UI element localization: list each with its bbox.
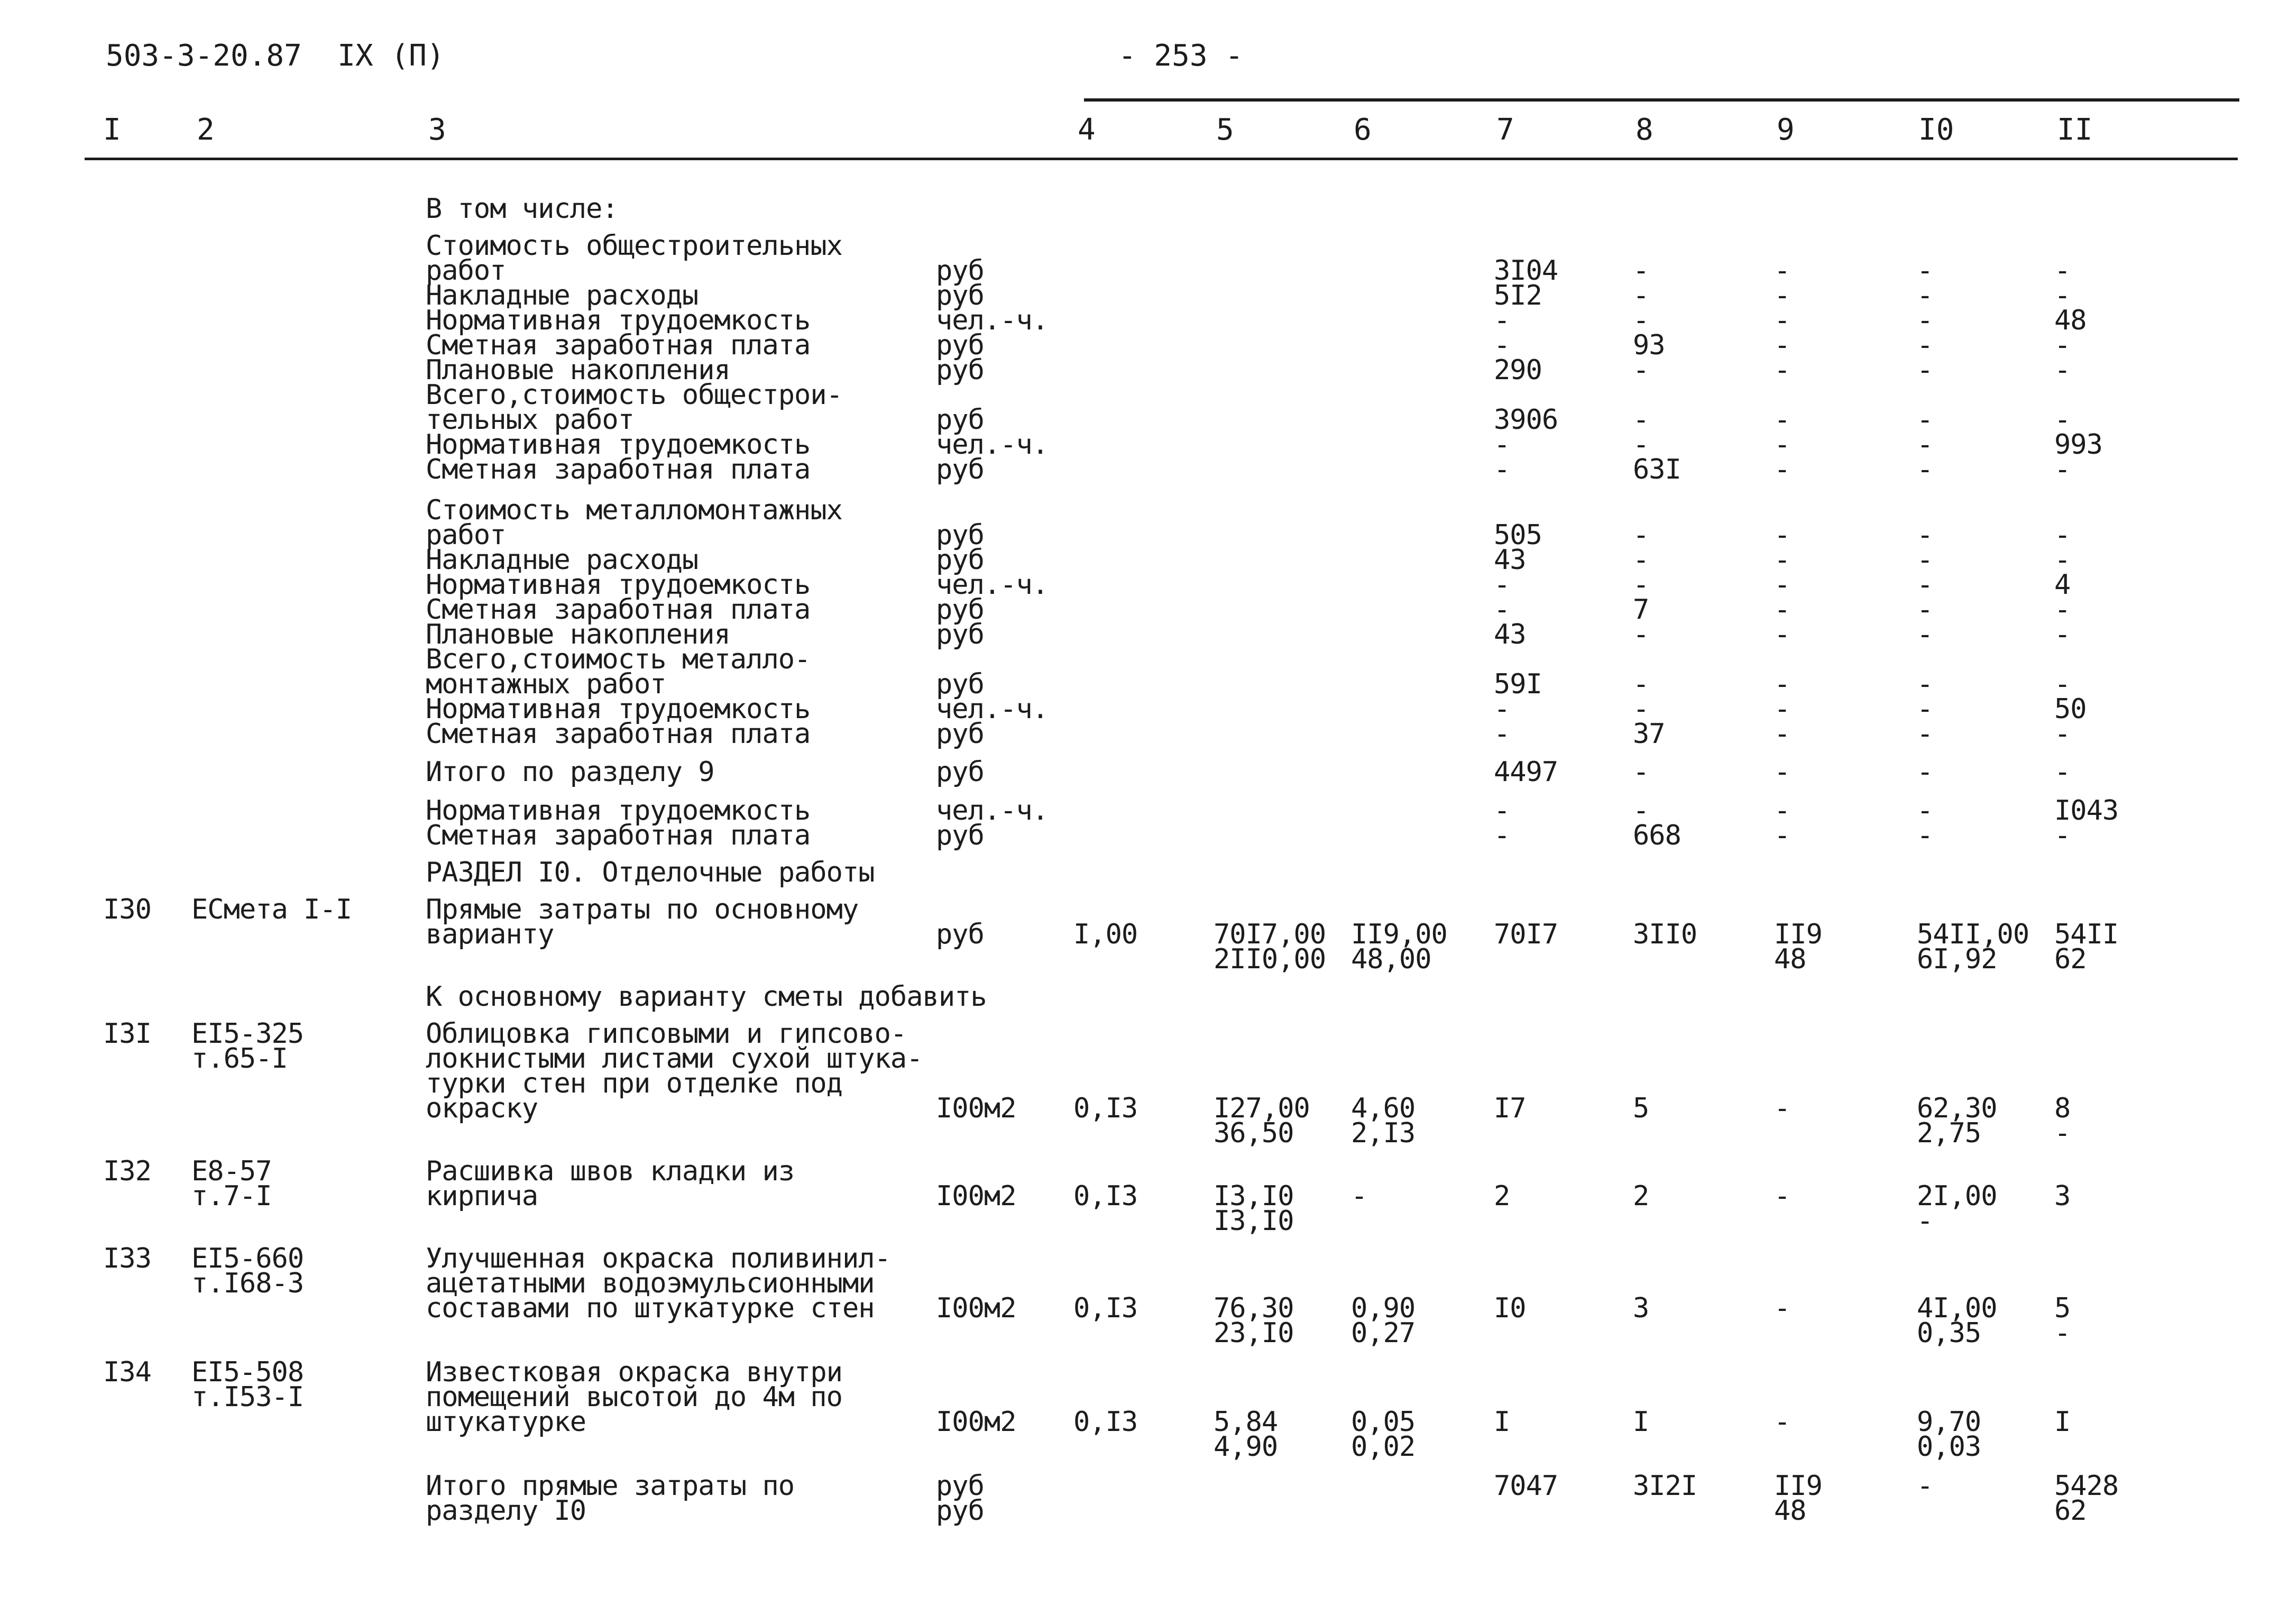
labor-total: 50 xyxy=(2054,693,2087,725)
labor-total: 3 xyxy=(2054,1180,2071,1212)
labor-per-unit: - xyxy=(1917,454,1933,485)
unit: руб xyxy=(936,594,984,626)
unit-cost: 4,90 xyxy=(1214,1431,1278,1463)
labor-per-unit: 0,03 xyxy=(1917,1431,1981,1463)
description: монтажных работ xyxy=(426,668,666,700)
machine-cost: 48 xyxy=(1774,943,1806,975)
column-header-9: 9 xyxy=(1777,113,1795,147)
column-header-4: 4 xyxy=(1078,113,1096,147)
labor-per-unit: 4I,00 xyxy=(1917,1292,1997,1324)
description: Сметная заработная плата xyxy=(426,594,811,626)
unit: руб xyxy=(936,280,984,311)
unit: руб xyxy=(936,519,984,551)
total-wage: 2 xyxy=(1633,1180,1649,1212)
column-header-6: 6 xyxy=(1354,113,1372,147)
description: работ xyxy=(426,519,506,551)
labor-total: 993 xyxy=(2054,429,2102,461)
description: Сметная заработная плата xyxy=(426,820,811,851)
quantity: 0,I3 xyxy=(1073,1093,1138,1124)
labor-per-unit: - xyxy=(1917,404,1933,436)
description: турки стен при отделке под xyxy=(426,1068,842,1099)
total-cost: - xyxy=(1494,429,1510,461)
labor-total: - xyxy=(2054,329,2071,361)
unit-wage: 0,05 xyxy=(1351,1406,1416,1438)
unit-wage: 0,27 xyxy=(1351,1317,1416,1349)
rate-code: ЕI5-660 xyxy=(191,1243,304,1274)
total-wage: - xyxy=(1633,544,1649,576)
total-wage: 37 xyxy=(1633,718,1665,750)
labor-per-unit: - xyxy=(1917,429,1933,461)
labor-total: - xyxy=(2054,404,2071,436)
description: окраску xyxy=(426,1093,538,1124)
total-cost: I0 xyxy=(1494,1292,1526,1324)
description: Стоимость металломонтажных xyxy=(426,494,842,526)
rate-code: т.I53-I xyxy=(191,1381,304,1413)
total-wage: I xyxy=(1633,1406,1649,1438)
description: работ xyxy=(426,255,506,287)
unit: руб xyxy=(936,404,984,436)
rate-code: ЕI5-325 xyxy=(191,1018,304,1050)
labor-per-unit: 62,30 xyxy=(1917,1093,1997,1124)
total-cost: - xyxy=(1494,594,1510,626)
total-wage: 668 xyxy=(1633,820,1681,851)
description: Стоимость общестроительных xyxy=(426,230,842,262)
machine-cost: - xyxy=(1774,718,1790,750)
total-wage: - xyxy=(1633,519,1649,551)
machine-cost: - xyxy=(1774,1292,1790,1324)
quantity: 0,I3 xyxy=(1073,1406,1138,1438)
total-wage: - xyxy=(1633,668,1649,700)
labor-per-unit: - xyxy=(1917,795,1933,827)
total-cost: I7 xyxy=(1494,1093,1526,1124)
labor-per-unit: - xyxy=(1917,668,1933,700)
description: К основному варианту сметы добавить xyxy=(426,981,987,1013)
description: В том числе: xyxy=(426,193,618,225)
machine-cost: - xyxy=(1774,519,1790,551)
labor-total: 5 xyxy=(2054,1292,2071,1324)
quantity: I,00 xyxy=(1073,919,1138,950)
labor-total: - xyxy=(2054,544,2071,576)
rate-code: ЕСмета I-I xyxy=(191,894,352,925)
description: Облицовка гипсовыми и гипсово- xyxy=(426,1018,907,1050)
total-wage: - xyxy=(1633,619,1649,650)
labor-total: I xyxy=(2054,1406,2071,1438)
description: ацетатными водоэмульсионными xyxy=(426,1268,875,1299)
labor-total: 54II xyxy=(2054,919,2119,950)
column-header-3: 3 xyxy=(428,113,446,147)
description: составами по штукатурке стен xyxy=(426,1292,875,1324)
total-wage: 3I2I xyxy=(1633,1470,1697,1502)
unit: чел.-ч. xyxy=(936,305,1049,336)
total-cost: 43 xyxy=(1494,619,1526,650)
labor-per-unit: - xyxy=(1917,544,1933,576)
total-cost: 2 xyxy=(1494,1180,1510,1212)
total-wage: - xyxy=(1633,429,1649,461)
description: Накладные расходы xyxy=(426,544,699,576)
unit-wage: 48,00 xyxy=(1351,943,1431,975)
labor-total: 4 xyxy=(2054,569,2071,601)
total-wage: - xyxy=(1633,255,1649,287)
column-header-7: 7 xyxy=(1496,113,1514,147)
total-cost: - xyxy=(1494,795,1510,827)
unit: руб xyxy=(936,354,984,386)
unit: руб xyxy=(936,329,984,361)
unit: руб xyxy=(936,619,984,650)
description: Плановые накопления xyxy=(426,619,730,650)
labor-total: - xyxy=(2054,354,2071,386)
total-wage: 5 xyxy=(1633,1093,1649,1124)
total-wage: - xyxy=(1633,756,1649,788)
total-wage: - xyxy=(1633,354,1649,386)
labor-total: 8 xyxy=(2054,1093,2071,1124)
unit-wage: 0,90 xyxy=(1351,1292,1416,1324)
description: Нормативная трудоемкость xyxy=(426,429,811,461)
machine-cost: - xyxy=(1774,594,1790,626)
unit-cost: 36,50 xyxy=(1214,1117,1294,1149)
machine-cost: 48 xyxy=(1774,1495,1806,1527)
machine-cost: - xyxy=(1774,820,1790,851)
labor-per-unit: 2,75 xyxy=(1917,1117,1981,1149)
unit: руб xyxy=(936,668,984,700)
description: Улучшенная окраска поливинил- xyxy=(426,1243,890,1274)
machine-cost: - xyxy=(1774,756,1790,788)
labor-per-unit: - xyxy=(1917,305,1933,336)
item-number: I3I xyxy=(103,1018,151,1050)
machine-cost: - xyxy=(1774,454,1790,485)
unit-wage: 4,60 xyxy=(1351,1093,1416,1124)
machine-cost: - xyxy=(1774,1406,1790,1438)
labor-total: - xyxy=(2054,756,2071,788)
page-number: - 253 - xyxy=(1118,39,1244,73)
total-wage: - xyxy=(1633,569,1649,601)
total-cost: - xyxy=(1494,454,1510,485)
labor-total: - xyxy=(2054,619,2071,650)
labor-total: - xyxy=(2054,454,2071,485)
total-cost: 3906 xyxy=(1494,404,1558,436)
labor-per-unit: - xyxy=(1917,1205,1933,1237)
machine-cost: II9 xyxy=(1774,1470,1822,1502)
labor-per-unit: - xyxy=(1917,693,1933,725)
column-header-2: 2 xyxy=(197,113,215,147)
machine-cost: - xyxy=(1774,544,1790,576)
column-header-8: 8 xyxy=(1635,113,1653,147)
machine-cost: - xyxy=(1774,1093,1790,1124)
rate-code: т.I68-3 xyxy=(191,1268,304,1299)
labor-total: 62 xyxy=(2054,1495,2087,1527)
unit-cost: I27,00 xyxy=(1214,1093,1310,1124)
total-cost: 59I xyxy=(1494,668,1542,700)
total-wage: - xyxy=(1633,280,1649,311)
total-wage: - xyxy=(1633,795,1649,827)
item-number: I30 xyxy=(103,894,151,925)
unit: руб xyxy=(936,919,984,950)
unit: руб xyxy=(936,1470,984,1502)
rate-code: т.7-I xyxy=(191,1180,272,1212)
description: Нормативная трудоемкость xyxy=(426,795,811,827)
description: Накладные расходы xyxy=(426,280,699,311)
unit-cost: 70I7,00 xyxy=(1214,919,1326,950)
header-bottom-rule xyxy=(85,158,2238,160)
unit: руб xyxy=(936,454,984,485)
total-wage: 3II0 xyxy=(1633,919,1697,950)
labor-per-unit: - xyxy=(1917,820,1933,851)
labor-total: - xyxy=(2054,668,2071,700)
description: кирпича xyxy=(426,1180,538,1212)
labor-total: - xyxy=(2054,255,2071,287)
total-cost: - xyxy=(1494,329,1510,361)
unit-wage: 0,02 xyxy=(1351,1431,1416,1463)
column-header-11: II xyxy=(2057,113,2093,147)
labor-total: - xyxy=(2054,594,2071,626)
description: варианту xyxy=(426,919,554,950)
unit: руб xyxy=(936,756,984,788)
unit-cost: I3,I0 xyxy=(1214,1205,1294,1237)
unit-cost: 2II0,00 xyxy=(1214,943,1326,975)
machine-cost: - xyxy=(1774,668,1790,700)
machine-cost: - xyxy=(1774,569,1790,601)
machine-cost: - xyxy=(1774,354,1790,386)
total-cost: - xyxy=(1494,718,1510,750)
unit: руб xyxy=(936,718,984,750)
item-number: I33 xyxy=(103,1243,151,1274)
labor-per-unit: 6I,92 xyxy=(1917,943,1997,975)
unit-cost: 5,84 xyxy=(1214,1406,1278,1438)
labor-per-unit: 0,35 xyxy=(1917,1317,1981,1349)
machine-cost: - xyxy=(1774,280,1790,311)
unit: чел.-ч. xyxy=(936,429,1049,461)
unit: I00м2 xyxy=(936,1180,1016,1212)
labor-per-unit: 2I,00 xyxy=(1917,1180,1997,1212)
labor-total: - xyxy=(2054,280,2071,311)
description: локнистыми листами сухой штука- xyxy=(426,1043,923,1075)
machine-cost: - xyxy=(1774,329,1790,361)
machine-cost: - xyxy=(1774,693,1790,725)
total-wage: 93 xyxy=(1633,329,1665,361)
labor-per-unit: - xyxy=(1917,255,1933,287)
machine-cost: - xyxy=(1774,1180,1790,1212)
total-cost: 70I7 xyxy=(1494,919,1558,950)
description: РАЗДЕЛ I0. Отделочные работы xyxy=(426,857,875,888)
rate-code: т.65-I xyxy=(191,1043,288,1075)
description: Плановые накопления xyxy=(426,354,730,386)
labor-per-unit: - xyxy=(1917,718,1933,750)
unit-wage: II9,00 xyxy=(1351,919,1447,950)
description: Нормативная трудоемкость xyxy=(426,693,811,725)
total-wage: 7 xyxy=(1633,594,1649,626)
top-rule xyxy=(1084,98,2239,102)
labor-total: - xyxy=(2054,718,2071,750)
total-cost: 7047 xyxy=(1494,1470,1558,1502)
description: Итого прямые затраты по xyxy=(426,1470,795,1502)
machine-cost: II9 xyxy=(1774,919,1822,950)
rate-code: Е8-57 xyxy=(191,1155,272,1187)
labor-total: 5428 xyxy=(2054,1470,2119,1502)
column-header-1: I xyxy=(103,113,121,147)
labor-total: - xyxy=(2054,820,2071,851)
column-header-5: 5 xyxy=(1216,113,1234,147)
description: штукатурке xyxy=(426,1406,586,1438)
description: разделу I0 xyxy=(426,1495,586,1527)
item-number: I34 xyxy=(103,1356,151,1388)
machine-cost: - xyxy=(1774,795,1790,827)
description: Известковая окраска внутри xyxy=(426,1356,842,1388)
labor-total: - xyxy=(2054,1317,2071,1349)
unit: чел.-ч. xyxy=(936,693,1049,725)
description: Сметная заработная плата xyxy=(426,329,811,361)
labor-per-unit: - xyxy=(1917,519,1933,551)
total-cost: 505 xyxy=(1494,519,1542,551)
unit: I00м2 xyxy=(936,1093,1016,1124)
total-wage: 3 xyxy=(1633,1292,1649,1324)
labor-total: 62 xyxy=(2054,943,2087,975)
labor-total: - xyxy=(2054,519,2071,551)
rate-code: ЕI5-508 xyxy=(191,1356,304,1388)
item-number: I32 xyxy=(103,1155,151,1187)
labor-per-unit: - xyxy=(1917,594,1933,626)
total-cost: 4497 xyxy=(1494,756,1558,788)
labor-per-unit: - xyxy=(1917,756,1933,788)
machine-cost: - xyxy=(1774,619,1790,650)
total-cost: - xyxy=(1494,305,1510,336)
machine-cost: - xyxy=(1774,305,1790,336)
unit: I00м2 xyxy=(936,1292,1016,1324)
total-wage: - xyxy=(1633,305,1649,336)
unit-wage: - xyxy=(1351,1180,1367,1212)
unit: чел.-ч. xyxy=(936,569,1049,601)
unit: руб xyxy=(936,255,984,287)
machine-cost: - xyxy=(1774,429,1790,461)
description: Прямые затраты по основному xyxy=(426,894,859,925)
description: Всего,стоимость металло- xyxy=(426,644,811,675)
total-cost: 290 xyxy=(1494,354,1542,386)
unit: I00м2 xyxy=(936,1406,1016,1438)
labor-total: - xyxy=(2054,1117,2071,1149)
unit-wage: 2,I3 xyxy=(1351,1117,1416,1149)
unit: чел.-ч. xyxy=(936,795,1049,827)
description: Всего,стоимость общестрои- xyxy=(426,379,842,411)
labor-per-unit: - xyxy=(1917,1470,1933,1502)
labor-per-unit: - xyxy=(1917,354,1933,386)
labor-per-unit: - xyxy=(1917,619,1933,650)
description: Сметная заработная плата xyxy=(426,718,811,750)
description: Нормативная трудоемкость xyxy=(426,305,811,336)
machine-cost: - xyxy=(1774,404,1790,436)
description: помещений высотой до 4м по xyxy=(426,1381,842,1413)
description: Нормативная трудоемкость xyxy=(426,569,811,601)
machine-cost: - xyxy=(1774,255,1790,287)
total-cost: - xyxy=(1494,569,1510,601)
unit: руб xyxy=(936,544,984,576)
labor-per-unit: - xyxy=(1917,569,1933,601)
description: Расшивка швов кладки из xyxy=(426,1155,795,1187)
unit: руб xyxy=(936,1495,984,1527)
description: тельных работ xyxy=(426,404,634,436)
total-cost: - xyxy=(1494,820,1510,851)
total-cost: - xyxy=(1494,693,1510,725)
description: Итого по разделу 9 xyxy=(426,756,714,788)
total-cost: 5I2 xyxy=(1494,280,1542,311)
labor-total: 48 xyxy=(2054,305,2087,336)
labor-total: I043 xyxy=(2054,795,2119,827)
labor-per-unit: - xyxy=(1917,329,1933,361)
quantity: 0,I3 xyxy=(1073,1180,1138,1212)
labor-per-unit: 9,70 xyxy=(1917,1406,1981,1438)
unit-cost: 23,I0 xyxy=(1214,1317,1294,1349)
total-wage: - xyxy=(1633,693,1649,725)
labor-per-unit: - xyxy=(1917,280,1933,311)
total-cost: 43 xyxy=(1494,544,1526,576)
description: Сметная заработная плата xyxy=(426,454,811,485)
unit-cost: 76,30 xyxy=(1214,1292,1294,1324)
unit-cost: I3,I0 xyxy=(1214,1180,1294,1212)
column-header-10: I0 xyxy=(1918,113,1954,147)
total-wage: - xyxy=(1633,404,1649,436)
quantity: 0,I3 xyxy=(1073,1292,1138,1324)
total-wage: 63I xyxy=(1633,454,1681,485)
labor-per-unit: 54II,00 xyxy=(1917,919,2029,950)
unit: руб xyxy=(936,820,984,851)
document-code: 503-3-20.87 IX (П) xyxy=(106,39,445,73)
total-cost: 3I04 xyxy=(1494,255,1558,287)
total-cost: I xyxy=(1494,1406,1510,1438)
